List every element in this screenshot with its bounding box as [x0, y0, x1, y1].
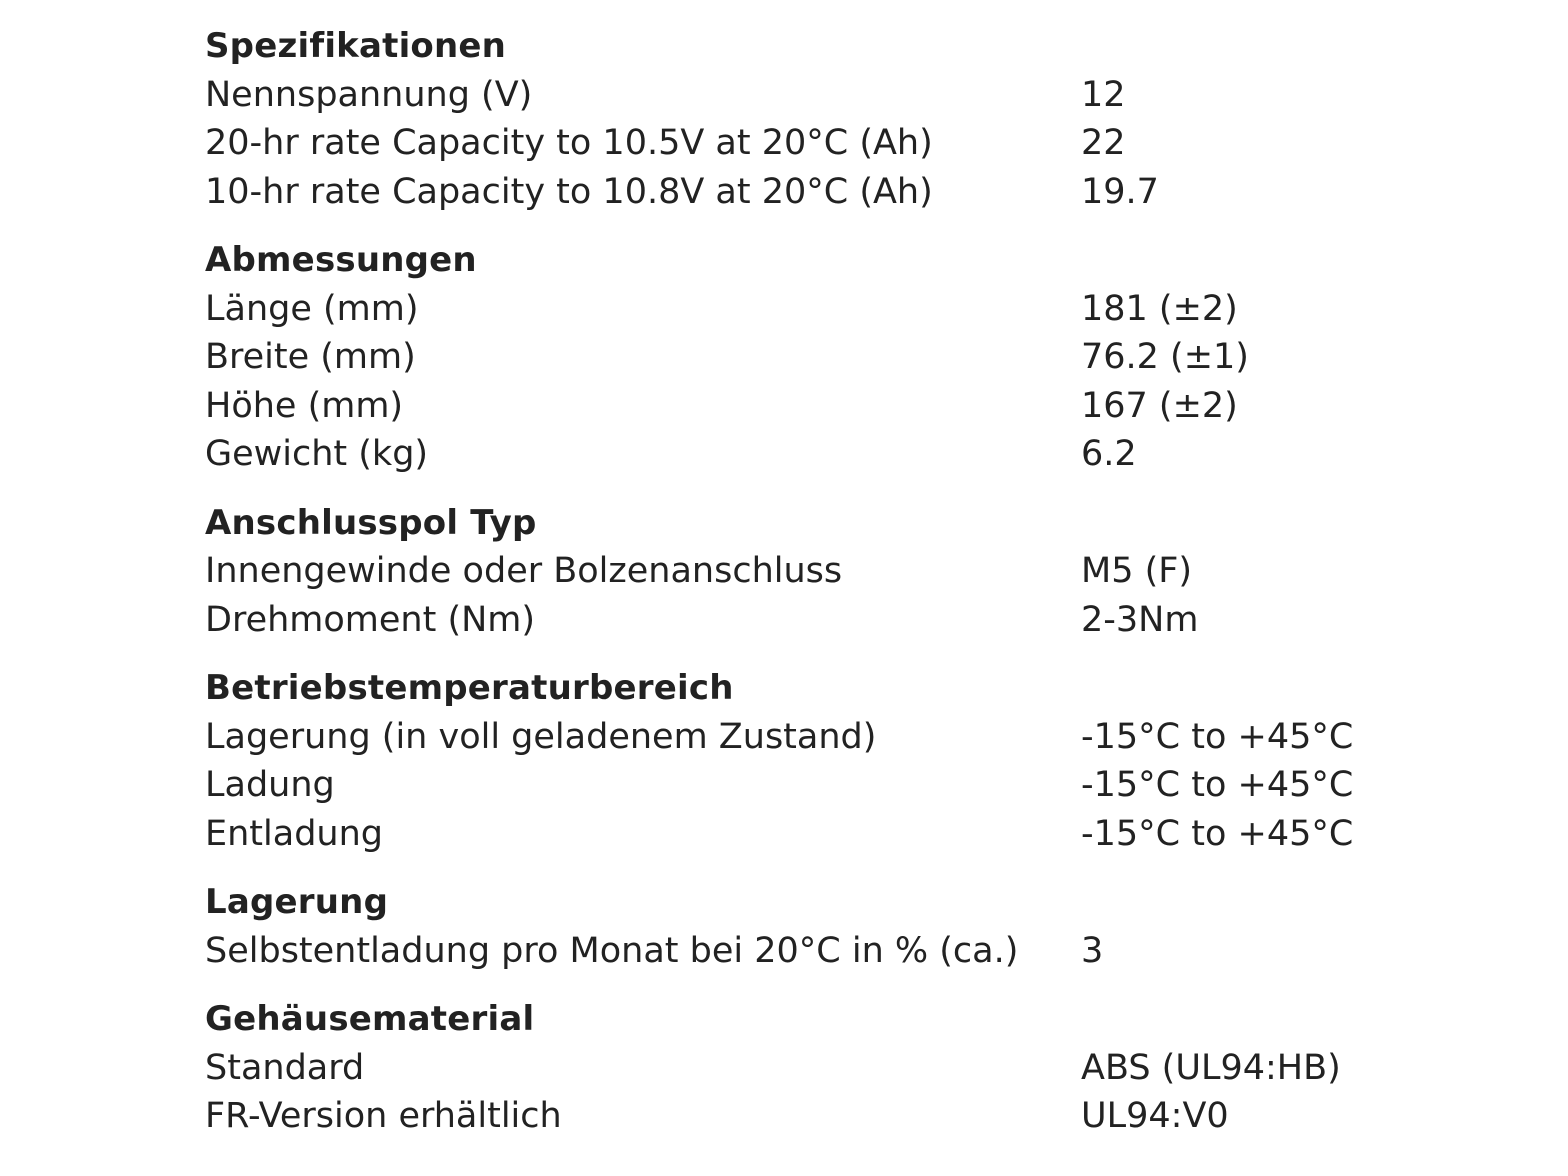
spec-label: Nennspannung (V): [205, 74, 533, 115]
spec-value: 12: [1081, 74, 1126, 115]
spec-row: [205, 927, 1545, 976]
spec-row: [205, 761, 1545, 810]
spec-row: [205, 547, 1545, 596]
section-abmessungen: [205, 236, 1545, 479]
spec-label: FR-Version erhältlich: [205, 1096, 562, 1136]
spec-row: [205, 119, 1545, 168]
spec-value: 2-3Nm: [1081, 599, 1199, 640]
spec-label: Höhe (mm): [205, 385, 404, 426]
spec-label: 10-hr rate Capacity to 10.8V at 20°C (Ah): [205, 171, 933, 212]
section-title: Betriebstemperaturbereich: [205, 668, 734, 708]
spec-value: 22: [1081, 123, 1126, 163]
section-spezifikationen: [205, 22, 1545, 216]
spec-label: Standard: [205, 1047, 365, 1088]
spec-row: [205, 1092, 1545, 1141]
spec-label: Länge (mm): [205, 288, 419, 329]
spec-value: ABS (UL94:HB): [1081, 1047, 1341, 1088]
spec-value: 76.2 (±1): [1081, 337, 1249, 377]
spec-row: [205, 71, 1545, 120]
section-title: Spezifikationen: [205, 26, 507, 66]
spec-sheet: [205, 22, 1545, 1161]
section-gehaeusematerial: [205, 995, 1545, 1141]
spec-value: 6.2: [1081, 434, 1137, 474]
spec-row: [205, 430, 1545, 479]
spec-row: [205, 1044, 1545, 1093]
spec-label: Drehmoment (Nm): [205, 599, 536, 640]
spec-row: [205, 596, 1545, 645]
spec-value: -15°C to +45°C: [1081, 813, 1354, 854]
spec-label: Ladung: [205, 765, 335, 805]
spec-row: [205, 810, 1545, 859]
spec-value: M5 (F): [1081, 551, 1193, 591]
section-lagerung: [205, 878, 1545, 975]
section-title: Abmessungen: [205, 240, 477, 280]
spec-value: -15°C to +45°C: [1081, 765, 1354, 805]
spec-value: 181 (±2): [1081, 288, 1238, 329]
spec-value: 167 (±2): [1081, 385, 1238, 426]
spec-label: Lagerung (in voll geladenem Zustand): [205, 716, 877, 757]
spec-value: 19.7: [1081, 171, 1159, 212]
spec-row: [205, 333, 1545, 382]
spec-row: [205, 713, 1545, 762]
spec-label: 20-hr rate Capacity to 10.5V at 20°C (Ah): [205, 123, 933, 163]
spec-label: Gewicht (kg): [205, 434, 429, 474]
spec-value: -15°C to +45°C: [1081, 716, 1354, 757]
spec-row: [205, 285, 1545, 334]
spec-label: Entladung: [205, 813, 383, 854]
spec-label: Breite (mm): [205, 337, 416, 377]
spec-value: 3: [1081, 930, 1104, 971]
spec-label: Selbstentladung pro Monat bei 20°C in % (ca.): [205, 930, 1019, 971]
spec-value: UL94:V0: [1081, 1096, 1229, 1136]
section-title: Gehäusematerial: [205, 999, 535, 1039]
section-title: Anschlusspol Typ: [205, 502, 537, 543]
spec-row: [205, 382, 1545, 431]
section-anschlusspol-typ: [205, 499, 1545, 645]
spec-label: Innengewinde oder Bolzenanschluss: [205, 551, 843, 591]
section-betriebstemperaturbereich: [205, 664, 1545, 858]
spec-row: [205, 168, 1545, 217]
section-title: Lagerung: [205, 882, 389, 922]
